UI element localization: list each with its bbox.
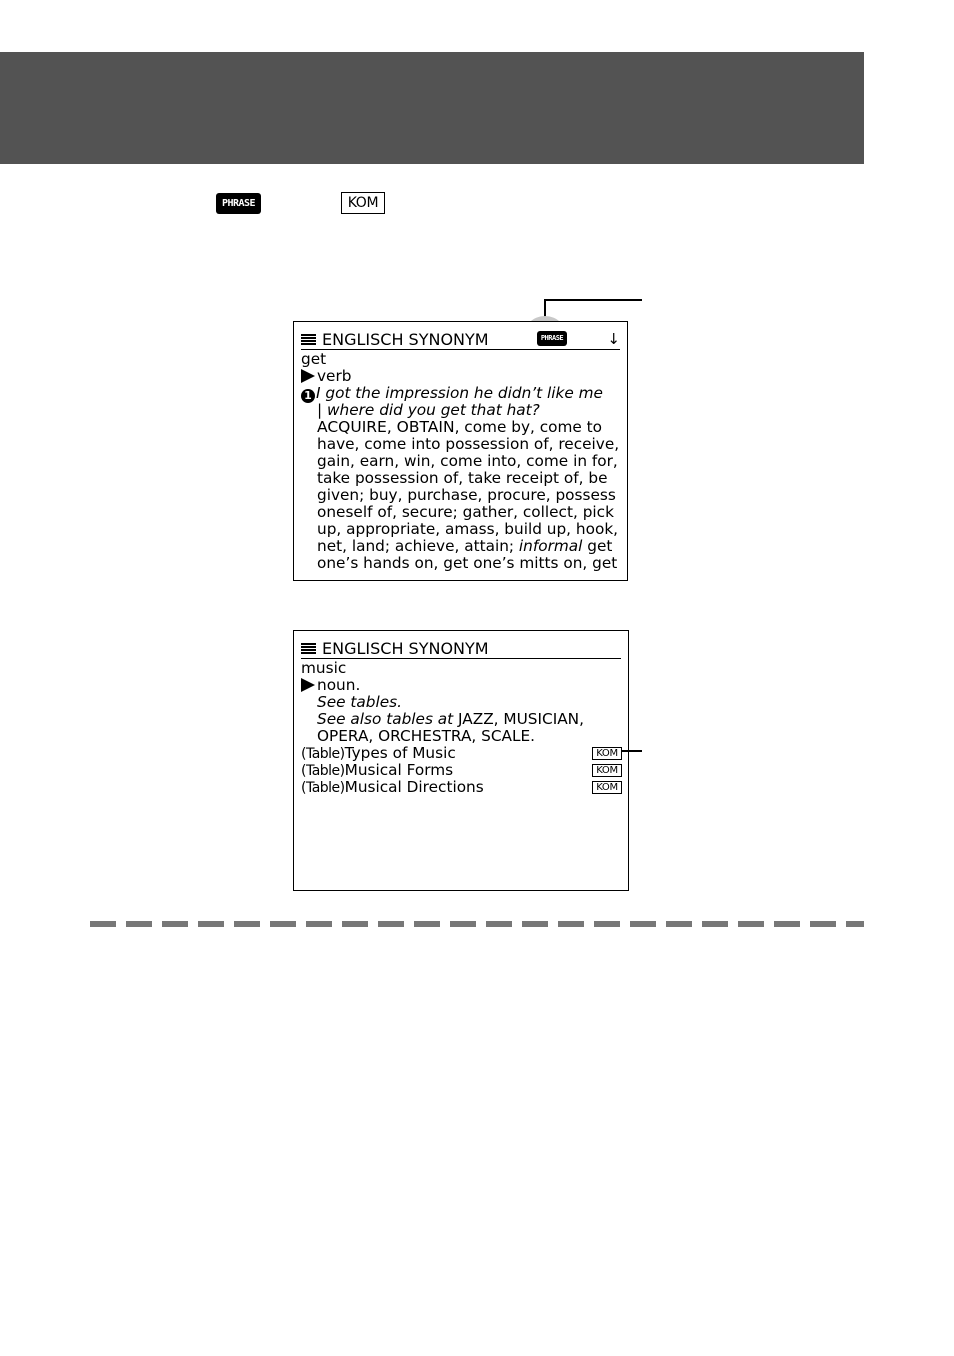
table-label: Musical Directions xyxy=(344,777,484,796)
dashed-divider xyxy=(90,921,864,927)
phrase-badge-icon[interactable]: PHRASE xyxy=(537,331,567,346)
caps-synonyms: ACQUIRE, OBTAIN xyxy=(317,418,455,436)
synonym-line-i: one’s hands on, get one’s mitts on, get xyxy=(317,554,618,572)
table-row[interactable] xyxy=(301,779,624,796)
table-tag: (Table) xyxy=(301,762,345,779)
book-icon xyxy=(301,643,316,656)
screen-title: ENGLISCH SYNONYM xyxy=(322,330,489,349)
synonym-line-b: have, come into possession of, receive, xyxy=(317,435,620,453)
part-of-speech: verb xyxy=(301,368,623,385)
table-label: Types of Music xyxy=(344,743,456,762)
sense-number-icon: 1 xyxy=(301,389,315,403)
scroll-down-icon[interactable]: ↓ xyxy=(607,330,620,348)
table-tag: (Table) xyxy=(301,779,345,796)
screen-title-bar xyxy=(301,330,620,350)
header-bar xyxy=(0,52,864,164)
synonym-line-d: take possession of, take receipt of, be xyxy=(317,469,608,487)
see-also-line-2: OPERA, ORCHESTRA, SCALE. xyxy=(317,727,536,745)
triangle-marker-icon xyxy=(301,369,315,383)
example-line-2: | where did you get that hat? xyxy=(317,401,540,419)
kom-icon[interactable]: KOM xyxy=(592,764,622,777)
headword: get xyxy=(301,350,327,368)
table-row[interactable] xyxy=(301,745,624,762)
callout-line-kom xyxy=(621,750,642,752)
example-line-1: 1 I got the impression he didn’t like me xyxy=(301,385,623,402)
triangle-marker-icon xyxy=(301,678,315,692)
table-tag: (Table) xyxy=(301,745,345,762)
kom-icon[interactable]: KOM xyxy=(592,747,622,760)
screen-title: ENGLISCH SYNONYM xyxy=(322,639,489,658)
dictionary-screen-get xyxy=(293,321,628,581)
synonym-line-g: up, appropriate, amass, build up, hook, xyxy=(317,520,619,538)
synonym-line-c: gain, earn, win, come into, come in for, xyxy=(317,452,618,470)
table-row[interactable] xyxy=(301,762,624,779)
synonym-line-f: oneself of, secure; gather, collect, pick xyxy=(317,503,614,521)
callout-line-phrase xyxy=(544,299,642,301)
synonym-line-a: ACQUIRE, OBTAIN, come by, come to xyxy=(317,418,603,436)
entry-body xyxy=(301,660,624,796)
entry-body xyxy=(301,351,623,572)
kom-icon[interactable]: KOM xyxy=(592,781,622,794)
book-icon xyxy=(301,334,316,347)
kom-icon: KOM xyxy=(341,192,385,214)
screen-title-bar xyxy=(301,639,621,659)
synonym-line-h: net, land; achieve, attain; informal get xyxy=(317,537,613,555)
part-of-speech: noun. xyxy=(301,677,624,694)
headword: music xyxy=(301,659,347,677)
see-tables: See tables. xyxy=(317,693,402,711)
phrase-icon: PHRASE xyxy=(216,193,261,214)
table-label: Musical Forms xyxy=(344,760,454,779)
synonym-line-e: given; buy, purchase, procure, possess xyxy=(317,486,616,504)
see-also-line-1: See also tables at JAZZ, MUSICIAN, xyxy=(317,710,584,728)
dictionary-screen-music xyxy=(293,630,629,891)
